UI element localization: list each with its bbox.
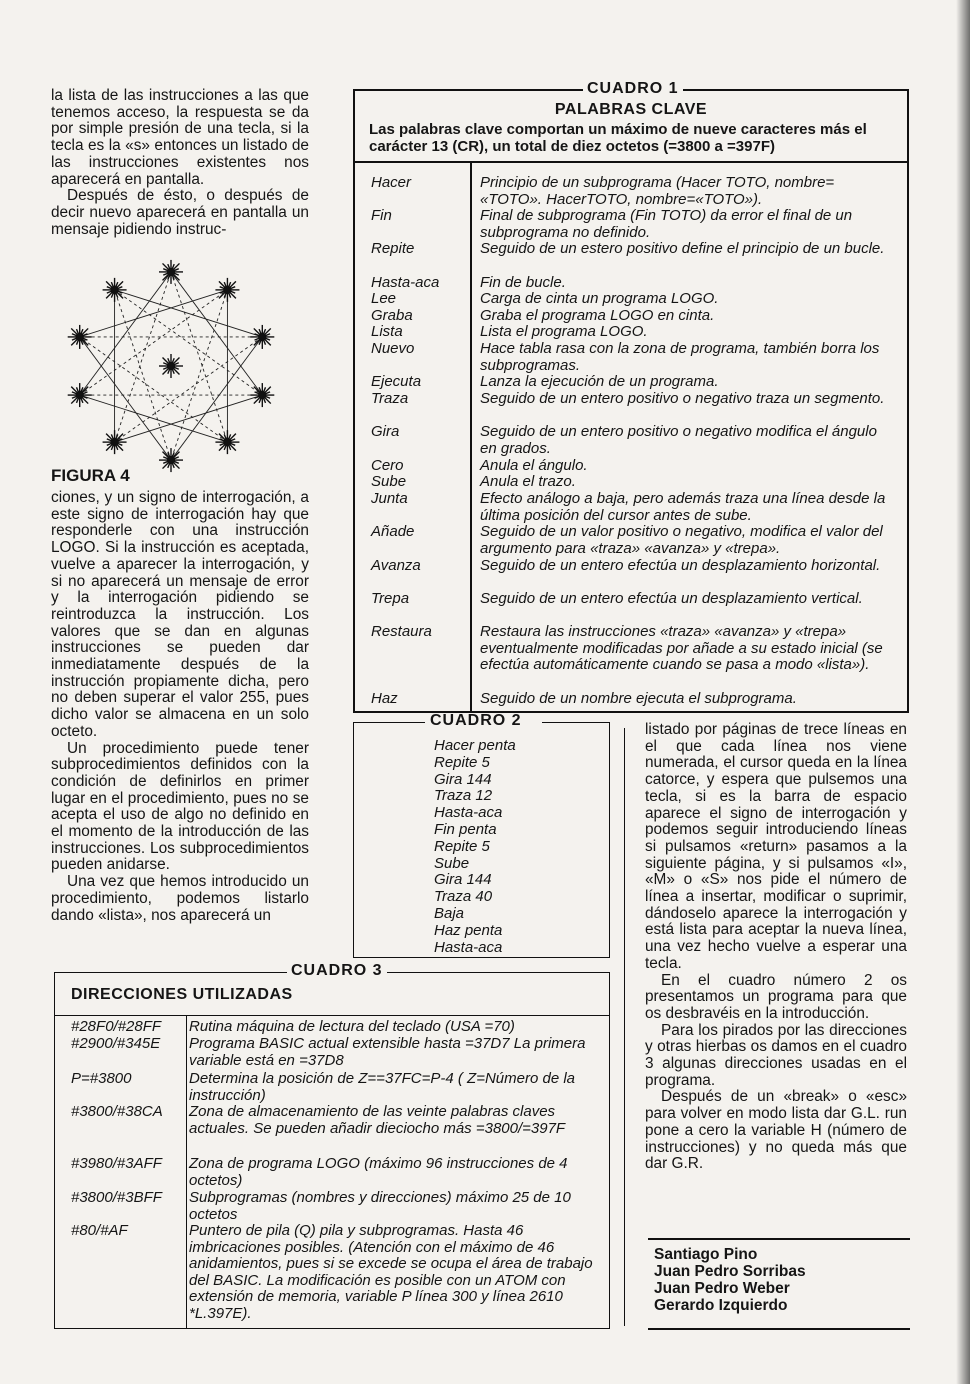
address-description: Programa BASIC actual extensible hasta =37D7 La primera variable está en =37D8	[189, 1035, 586, 1069]
keyword: Restaura	[371, 623, 432, 640]
keyword-description: Seguido de un entero positivo o negativo modifica el ángulo en grados.	[480, 423, 877, 457]
address-range: #3800/#3BFF	[71, 1189, 162, 1206]
keyword: Fin	[371, 207, 392, 224]
left-column-bottom	[51, 490, 309, 924]
address-description: Puntero de pila (Q) pila y subprogramas. Hasta 46 imbricaciones posibles. (Atención con el máximo de 46 anidamientos, pues si se excede se ocupa el área de trabajo del BASIC. La modificación es posible con un ATOM con extensión de memoria, variable P línea 300 y línea 2610 *L.397E).	[189, 1222, 593, 1322]
page-edge-shadow	[956, 0, 970, 1384]
paragraph: Una vez que hemos introducido un procedimiento, podemos listarlo dando «lista», nos aparecerá un	[51, 873, 309, 924]
keyword: Repite	[371, 240, 415, 257]
paragraph: listado por páginas de trece líneas en el que cada línea nos viene numerada, el cursor queda en la línea catorce, y espera que pulsemos una tecla, si es la barra de espacio aparece el signo de interrogación y podemos seguir introduciendo líneas si pulsamos «return» pasamos a la siguiente página, y si pulsamos «I», «M» o «S» nos pide el número de línea a insertar, modificar o suprimir, dándoselo aparece la interrogación y está lista para aceptar la nueva línea, una vez hecho vuelve a esperar una tecla.	[645, 721, 907, 972]
address-range: #80/#AF	[71, 1222, 128, 1239]
author-name: Gerardo Izquierdo	[654, 1297, 788, 1314]
paragraph: la lista de las instrucciones a las que tenemos acceso, la respuesta se da por simple presión de una tecla, si la tecla es la «s» entonces un listado de las instrucciones existentes nos aparecerá en pantalla.	[51, 87, 309, 188]
keyword-description: Seguido de un nombre ejecuta el subprograma.	[480, 690, 797, 707]
program-line: Hasta-aca	[434, 938, 503, 956]
star-burst	[103, 278, 127, 302]
program-line: Haz penta	[434, 921, 503, 939]
address-range: #3980/#3AFF	[71, 1155, 162, 1172]
author-credits	[648, 1238, 910, 1330]
address-description: Determina la posición de Z==37FC=P-4 ( Z=Número de la instrucción)	[189, 1070, 576, 1104]
figure-4	[51, 258, 309, 488]
address-range: #3800/#38CA	[71, 1103, 163, 1120]
star-burst	[68, 383, 92, 407]
keyword: Graba	[371, 307, 413, 324]
cuadro-1-box	[353, 80, 909, 713]
keyword-description: Graba el programa LOGO en cinta.	[480, 307, 715, 324]
star-burst	[159, 354, 183, 378]
star-burst	[215, 278, 239, 302]
left-column-top	[51, 88, 309, 238]
keyword: Traza	[371, 390, 409, 407]
program-line: Gira 144	[434, 770, 492, 788]
keyword: Haz	[371, 690, 398, 707]
author-name: Juan Pedro Sorribas	[654, 1263, 806, 1280]
divider	[355, 161, 907, 163]
address-description: Zona de almacenamiento de las veinte palabras claves actuales. Se pueden añadir dieciocho más =3800/=397F	[189, 1103, 566, 1137]
keyword: Ejecuta	[371, 373, 422, 390]
keyword-description: Final de subprograma (Fin TOTO) da error el final de un subprograma no definido.	[480, 207, 853, 241]
address-range: #2900/#345E	[71, 1035, 161, 1052]
star-burst	[159, 448, 183, 472]
paragraph: Para los pirados por las direcciones y otras hierbas os damos en el cuadro 3 algunas direcciones usadas en el programa.	[645, 1021, 907, 1089]
program-listing	[434, 738, 516, 956]
keyword-description: Anula el ángulo.	[480, 457, 588, 474]
address-description: Rutina máquina de lectura del teclado (USA =70)	[189, 1018, 515, 1035]
paragraph: Un procedimiento puede tener subprocedimientos definidos con la condición de definirlos en primer lugar en el procedimiento, pues no se acepta el uso de algo no definido en el momento de la introducción de las instrucciones. Los subprocedimientos pueden anidarse.	[51, 739, 309, 874]
keyword-description: Seguido de un valor positivo o negativo, modifica el valor del argumento para «traza» «avanza» y «trepa».	[480, 523, 883, 557]
star-burst	[250, 325, 274, 349]
keyword-description: Seguido de un entero positivo o negativo traza un segmento.	[480, 390, 885, 407]
keyword-description: Principio de un subprograma (Hacer TOTO, nombre= «TOTO». HacerTOTO, nombre=«TOTO»).	[480, 174, 835, 208]
keyword-description: Anula el trazo.	[480, 473, 576, 490]
keyword-description: Efecto análogo a baja, pero además traza una línea desde la última posición del cursor antes de sube.	[480, 490, 886, 524]
divider	[55, 1015, 609, 1016]
cuadro-2-title: CUADRO 2	[430, 712, 522, 729]
paragraph: Después de ésto, o después de decir nuevo aparecerá en pantalla un mensaje pidiendo instruc-	[51, 187, 309, 238]
right-column	[645, 722, 907, 1173]
column-rule	[624, 728, 625, 1326]
paragraph: En el cuadro número 2 os presentamos un programa para que os desbravéis en la introducción.	[645, 971, 907, 1022]
cuadro-3-title: CUADRO 3	[287, 962, 387, 980]
address-range: P=#3800	[71, 1070, 132, 1087]
star-pentagon-drawing	[51, 258, 309, 488]
author-name: Santiago Pino	[654, 1246, 758, 1263]
keyword: Avanza	[371, 557, 421, 574]
keyword: Añade	[371, 523, 415, 540]
keyword-description: Carga de cinta un programa LOGO.	[480, 290, 719, 307]
author-name: Juan Pedro Weber	[654, 1280, 790, 1297]
program-line: Baja	[434, 904, 465, 922]
keyword-description: Hace tabla rasa con la zona de programa, también borra los subprogramas.	[480, 340, 880, 374]
program-line: Repite 5	[434, 753, 490, 771]
keyword-description: Seguido de un entero efectúa un desplazamiento vertical.	[480, 590, 863, 607]
divider	[542, 722, 610, 723]
program-line: Repite 5	[434, 837, 490, 855]
column-divider	[186, 1015, 187, 1328]
cuadro-2-box	[353, 712, 610, 958]
column-divider	[470, 161, 472, 711]
keyword: Trepa	[371, 590, 410, 607]
keyword: Cero	[371, 457, 404, 474]
cuadro-1-intro: Las palabras clave comportan un máximo de nueve caracteres más el carácter 13 (CR), un total de diez octetos (=3800 a =397F)	[369, 121, 867, 155]
divider	[353, 722, 425, 723]
paragraph: Después de un «break» o «esc» para volver en modo lista dar G.L. run pone a cero la variable H (número de instrucciones) y no queda más que dar G.R.	[645, 1088, 907, 1173]
program-line: Sube	[434, 854, 470, 872]
star-burst	[159, 260, 183, 284]
address-range: #28F0/#28FF	[71, 1018, 162, 1035]
keyword: Nuevo	[371, 340, 415, 357]
program-line: Traza 40	[434, 888, 493, 906]
keyword: Junta	[371, 490, 408, 507]
keyword-description: Restaura las instrucciones «traza» «avanza» y «trepa» eventualmente modificadas por añade a su estado inicial (se efectúa automáticamente cuando se pasa a modo «lista»).	[480, 623, 883, 674]
keyword-description: Fin de bucle.	[480, 274, 566, 291]
keyword: Lista	[371, 323, 403, 340]
keyword: Hasta-aca	[371, 274, 440, 291]
program-line: Hacer penta	[434, 737, 516, 754]
star-burst	[250, 383, 274, 407]
paragraph: ciones, y un signo de interrogación, a este signo de interrogación hay que responderle con una instrucción LOGO. Si la instrucción es aceptada, vuelve a aparecer la interrogación, y si no aparecerá un mensaje de error y la interrogación pidiendo se reintroduzca la instrucción. Los valores que se dan en algunas instrucciones se pueden dar inmediatamente después de la instrucción propiamente dicha, pero no deben superar el valor 255, pues dicho valor se almacena en un solo octeto.	[51, 489, 309, 740]
program-line: Hasta-aca	[434, 804, 503, 822]
figure-label: FIGURA 4	[51, 466, 130, 485]
keyword-description: Seguido de un estero positivo define el principio de un bucle.	[480, 240, 885, 257]
cuadro-3-subtitle: DIRECCIONES UTILIZADAS	[71, 986, 293, 1003]
program-line: Fin penta	[434, 820, 497, 838]
cuadro-1-subtitle: PALABRAS CLAVE	[554, 101, 708, 118]
star-burst	[215, 430, 239, 454]
keyword: Lee	[371, 290, 397, 307]
program-line: Traza 12	[434, 787, 493, 805]
keyword: Gira	[371, 423, 400, 440]
address-description: Zona de programa LOGO (máximo 96 instrucciones de 4 octetos)	[189, 1155, 568, 1189]
cuadro-1-title: CUADRO 1	[583, 80, 683, 98]
star-burst	[68, 325, 92, 349]
address-description: Subprogramas (nombres y direcciones) máximo 25 de 10 octetos	[189, 1189, 571, 1223]
keyword: Hacer	[371, 174, 412, 191]
keyword-description: Lista el programa LOGO.	[480, 323, 648, 340]
star-burst	[103, 430, 127, 454]
keyword: Sube	[371, 473, 407, 490]
keyword-description: Seguido de un entero efectúa un desplazamiento horizontal.	[480, 557, 881, 574]
program-line: Gira 144	[434, 871, 492, 889]
cuadro-3-box	[54, 962, 610, 1329]
keyword-description: Lanza la ejecución de un programa.	[480, 373, 719, 390]
